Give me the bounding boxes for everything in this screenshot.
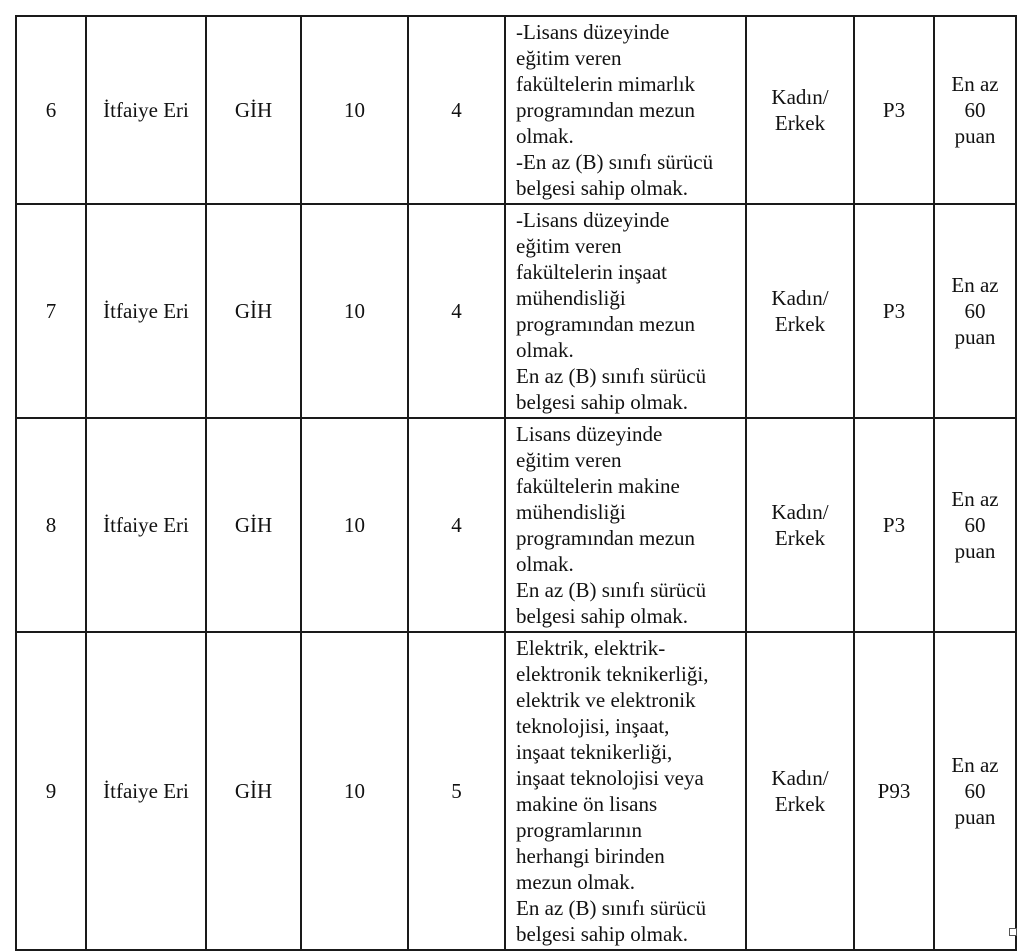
requirements-cell: -Lisans düzeyinde eğitim veren fakültelerin mimarlık programından mezun olmak. -En az (B) sınıfı sürücü belgesi sahip olmak. [505, 16, 746, 204]
table-resize-handle[interactable] [1009, 928, 1017, 936]
class-cell: GİH [206, 632, 301, 950]
table-row [16, 418, 1016, 632]
min-score-cell: En az 60 puan [934, 16, 1016, 204]
row-number-cell: 7 [16, 204, 86, 418]
requirements-cell: -Lisans düzeyinde eğitim veren fakültelerin inşaat mühendisliği programından mezun olmak. En az (B) sınıfı sürücü belgesi sahip olmak. [505, 204, 746, 418]
degree-cell: 10 [301, 16, 408, 204]
table-row [16, 204, 1016, 418]
row-number-cell: 9 [16, 632, 86, 950]
requirements-cell: Elektrik, elektrik- elektronik teknikerliği, elektrik ve elektronik teknolojisi, inşaat, inşaat teknikerliği, inşaat teknolojisi veya makine ön lisans programlarının herhangi birinden mezun olmak. En az (B) sınıfı sürücü belgesi sahip olmak. [505, 632, 746, 950]
gender-cell: Kadın/ Erkek [746, 204, 854, 418]
position-cell: İtfaiye Eri [86, 418, 206, 632]
gender-cell: Kadın/ Erkek [746, 16, 854, 204]
position-cell: İtfaiye Eri [86, 204, 206, 418]
degree-cell: 10 [301, 418, 408, 632]
score-type-cell: P3 [854, 16, 934, 204]
min-score-cell: En az 60 puan [934, 632, 1016, 950]
count-cell: 4 [408, 204, 505, 418]
score-type-cell: P3 [854, 204, 934, 418]
position-cell: İtfaiye Eri [86, 632, 206, 950]
gender-cell: Kadın/ Erkek [746, 632, 854, 950]
row-number-cell: 8 [16, 418, 86, 632]
min-score-cell: En az 60 puan [934, 418, 1016, 632]
min-score-cell: En az 60 puan [934, 204, 1016, 418]
count-cell: 4 [408, 16, 505, 204]
row-number-cell: 6 [16, 16, 86, 204]
count-cell: 5 [408, 632, 505, 950]
degree-cell: 10 [301, 632, 408, 950]
class-cell: GİH [206, 16, 301, 204]
table-row [16, 632, 1016, 950]
score-type-cell: P3 [854, 418, 934, 632]
position-cell: İtfaiye Eri [86, 16, 206, 204]
count-cell: 4 [408, 418, 505, 632]
table-body [16, 16, 1016, 950]
staff-requirements-table [15, 15, 1017, 951]
table-row [16, 16, 1016, 204]
degree-cell: 10 [301, 204, 408, 418]
class-cell: GİH [206, 418, 301, 632]
score-type-cell: P93 [854, 632, 934, 950]
gender-cell: Kadın/ Erkek [746, 418, 854, 632]
class-cell: GİH [206, 204, 301, 418]
requirements-cell: Lisans düzeyinde eğitim veren fakültelerin makine mühendisliği programından mezun olmak. En az (B) sınıfı sürücü belgesi sahip olmak. [505, 418, 746, 632]
